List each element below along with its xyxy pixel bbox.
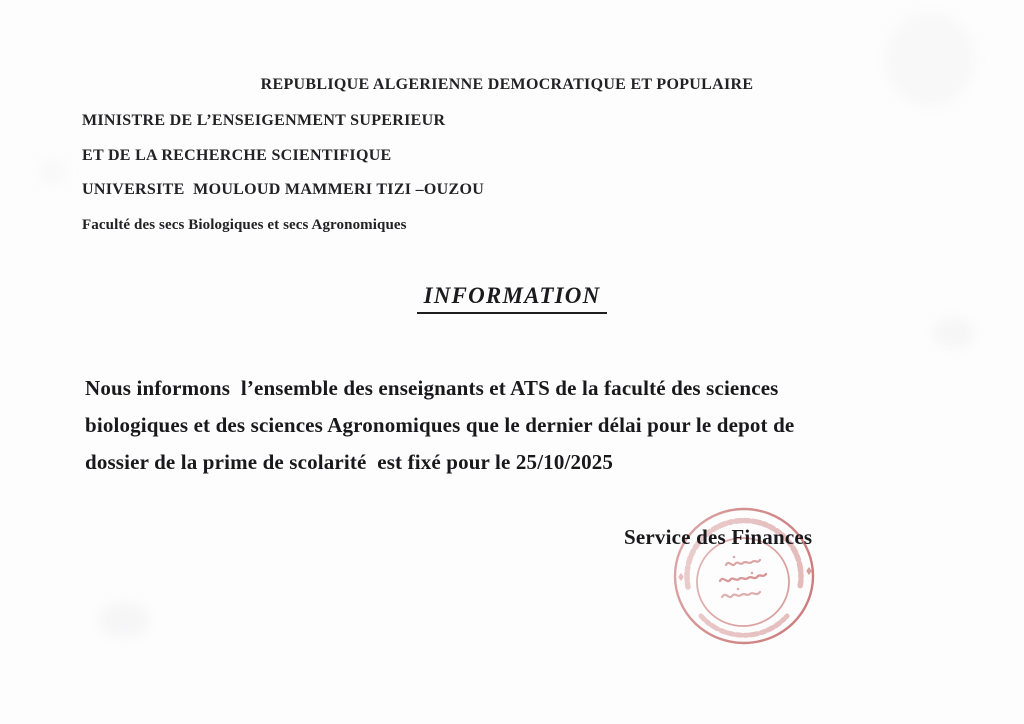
letterhead-ministry-line2: ET DE LA RECHERCHE SCIENTIFIQUE (82, 147, 392, 164)
signature-service-name: Service des Finances (624, 525, 813, 549)
letterhead-faculty-line: Faculté des secs Biologiques et secs Agronomiques (82, 217, 407, 233)
scan-artifact (933, 318, 975, 348)
scan-artifact (98, 602, 150, 638)
body-line: dossier de la prime de scolarité est fixé pour le 25/10/2025 (85, 450, 614, 474)
letterhead-republic-line: REPUBLIQUE ALGERIENNE DEMOCRATIQUE ET POPULAIRE (260, 76, 754, 93)
body-line: Nous informons l’ensemble des enseignants et ATS de la faculté des sciences (85, 376, 779, 400)
document-title: INFORMATION (417, 283, 608, 314)
scan-artifact (38, 158, 68, 186)
title-row (0, 283, 1024, 314)
body-line: biologiques et des sciences Agronomiques que le dernier délai pour le depot de (85, 413, 795, 437)
letterhead-university-line: UNIVERSITE MOULOUD MAMMERI TIZI –OUZOU (82, 181, 485, 198)
notice-body (85, 370, 935, 481)
letterhead-ministry-line1: MINISTRE DE L’ENSEIGENMENT SUPERIEUR (82, 112, 446, 129)
scan-artifact (885, 12, 975, 107)
